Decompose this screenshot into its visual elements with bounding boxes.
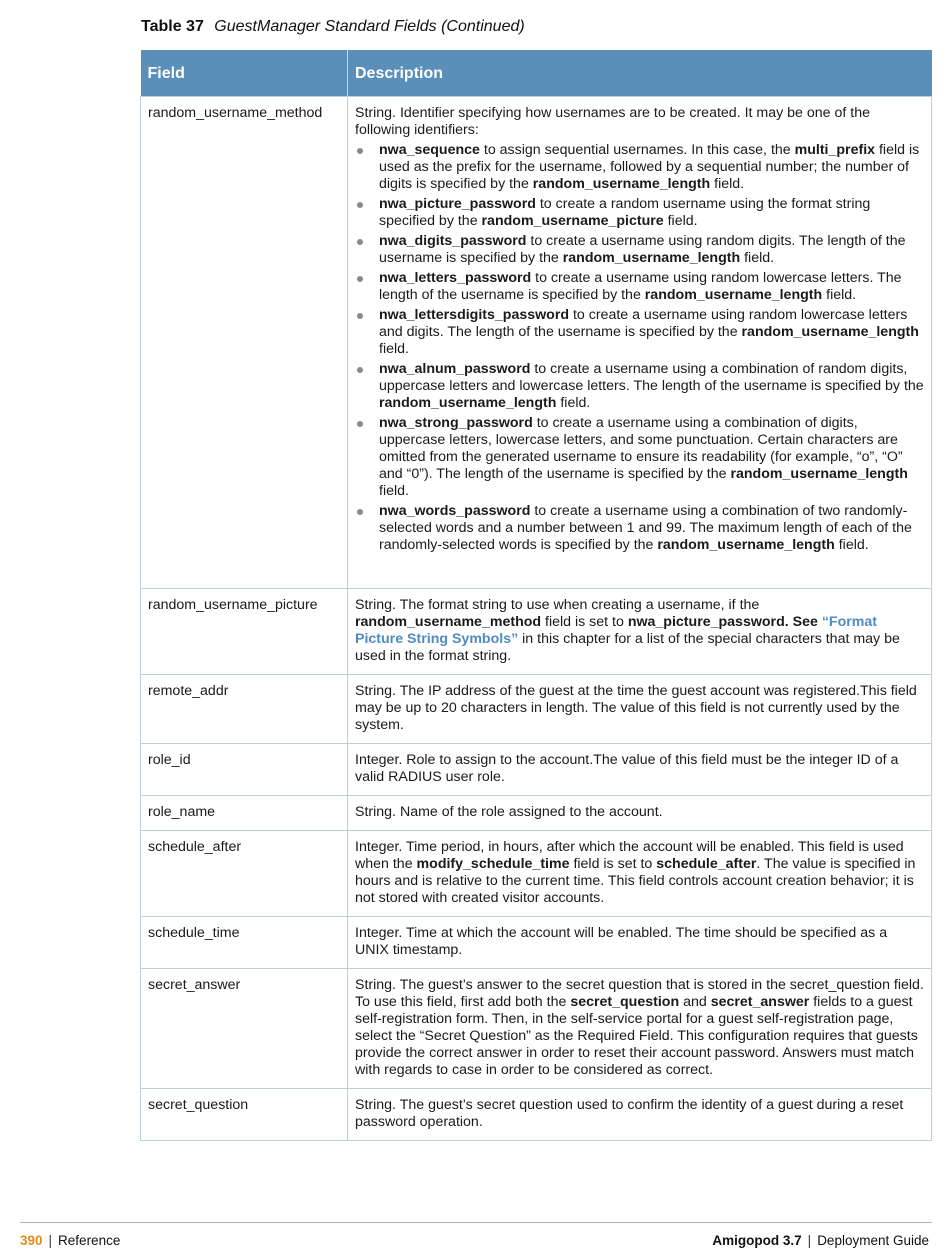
text-run: in this chapter for a list of the special characters that may be used in the format string. <box>355 631 900 664</box>
bold-term: nwa_letters_password <box>379 270 532 286</box>
text-run: to create a username using a combination of random digits, uppercase letters and lowercase letters. The length of the username is specified by the <box>379 361 924 394</box>
bullet-icon <box>357 202 363 208</box>
table-row <box>141 831 932 917</box>
field-name-cell: secret_answer <box>141 969 348 1089</box>
table-row <box>141 675 932 744</box>
bold-term: secret_answer <box>710 994 810 1010</box>
bold-term: random_username_length <box>741 324 919 340</box>
text-run: to create a username using random lowercase letters. The length of the username is specified by the <box>379 270 902 303</box>
list-item <box>355 503 924 554</box>
list-item <box>355 196 924 230</box>
table-caption <box>141 18 525 36</box>
list-item <box>355 361 924 412</box>
description-cell <box>348 917 932 969</box>
text-run: field. <box>822 287 857 303</box>
bold-term: nwa_sequence <box>379 142 480 158</box>
field-name-cell: role_name <box>141 796 348 831</box>
description-text <box>355 597 924 665</box>
bullet-icon <box>357 148 363 154</box>
text-run: field. <box>379 341 409 357</box>
footer-separator: | <box>807 1233 812 1248</box>
bold-term: random_username_length <box>730 466 908 482</box>
bold-term: modify_schedule_time <box>416 856 570 872</box>
text-run: field. <box>379 483 409 499</box>
text-run: Integer. Time at which the account will be enabled. The time should be specified as a UNIX timestamp. <box>355 925 888 958</box>
text-run: String. The guest’s secret question used to confirm the identity of a guest during a reset password operation. <box>355 1097 904 1130</box>
description-cell <box>348 675 932 744</box>
list-item <box>355 270 924 304</box>
list-item <box>355 233 924 267</box>
list-item <box>355 142 924 193</box>
description-text <box>355 804 924 821</box>
text-run: and <box>679 994 711 1010</box>
bullet-icon <box>357 509 363 515</box>
text-run: to create a username using random digits. The length of the username is specified by the <box>379 233 906 266</box>
bullet-icon <box>357 239 363 245</box>
bold-term: nwa_alnum_password <box>379 361 531 377</box>
text-run: field is used as the prefix for the username, followed by a sequential number; the number of digits is specified by the <box>379 142 920 192</box>
description-text <box>355 683 924 734</box>
text-run: Integer. Time period, in hours, after which the account will be enabled. This field is used when the <box>355 839 904 872</box>
field-name-cell: remote_addr <box>141 675 348 744</box>
guide-name: Deployment Guide <box>817 1233 929 1248</box>
text-run: . The value is specified in hours and is relative to the current time. This field controls account creation behavior; it is not stored with created visitor accounts. <box>355 856 916 906</box>
bullet-icon <box>357 313 363 319</box>
table-row <box>141 589 932 675</box>
description-text <box>355 1097 924 1131</box>
bold-term: nwa_lettersdigits_password <box>379 307 570 323</box>
text-run: field. <box>663 213 698 229</box>
text-run: to create a random username using the format string specified by the <box>379 196 871 229</box>
column-header-description: Description <box>348 50 932 97</box>
bold-term: See <box>788 614 822 630</box>
bold-term: schedule_after <box>656 856 757 872</box>
description-cell <box>348 796 932 831</box>
text-run: Integer. Role to assign to the account.The value of this field must be the integer ID of a valid RADIUS user role. <box>355 752 899 785</box>
description-cell <box>348 744 932 796</box>
bullet-icon <box>357 367 363 373</box>
bold-term: nwa_words_password <box>379 503 531 519</box>
bullet-icon <box>357 276 363 282</box>
text-run: fields to a guest self-registration form. Then, in the self-service portal for a guest self-registration page, select the “Secret Question” as the Required Field. This configuration requires that guests provide the correct answer in order to reset their account password. Answers must match with regards to case in order to be considered as correct. <box>355 994 918 1078</box>
table-row <box>141 917 932 969</box>
field-name-cell: schedule_after <box>141 831 348 917</box>
section-name: Reference <box>58 1233 121 1248</box>
description-text <box>355 105 924 139</box>
text-run: field. <box>710 176 745 192</box>
text-run: field is set to <box>541 614 628 630</box>
table-title: GuestManager Standard Fields (Continued) <box>214 18 525 35</box>
text-run: field. <box>556 395 591 411</box>
field-name-cell: random_username_method <box>141 97 348 589</box>
description-cell <box>348 97 932 589</box>
table-row <box>141 796 932 831</box>
text-run: String. Identifier specifying how usernames are to be created. It may be one of the following identifiers: <box>355 105 870 138</box>
table-row <box>141 1089 932 1141</box>
bold-term: nwa_digits_password <box>379 233 527 249</box>
footer-right <box>712 1233 929 1248</box>
fields-table <box>140 50 932 1141</box>
bold-term: random_username_length <box>657 537 835 553</box>
bold-term: random_username_length <box>562 250 741 266</box>
text-run: field is set to <box>569 856 657 872</box>
text-run: String. The IP address of the guest at the time the guest account was registered.This field may be up to 20 characters in length. The value of this field is not currently used by the system. <box>355 683 917 733</box>
field-name-cell: secret_question <box>141 1089 348 1141</box>
table-row <box>141 969 932 1089</box>
bold-term: secret_question <box>570 994 680 1010</box>
column-header-field: Field <box>141 50 348 97</box>
footer-divider <box>20 1222 932 1223</box>
bold-term: random_username_length <box>532 176 711 192</box>
table-row <box>141 744 932 796</box>
bold-term: multi_prefix <box>794 142 876 158</box>
description-text <box>355 752 924 786</box>
text-run: to create a username using random lowercase letters and digits. The length of the username is specified by the <box>379 307 908 340</box>
description-cell <box>348 969 932 1089</box>
description-text <box>355 977 924 1079</box>
field-name-cell: random_username_picture <box>141 589 348 675</box>
description-cell <box>348 589 932 675</box>
table-header-row <box>141 50 932 97</box>
table-number: Table 37 <box>141 18 204 35</box>
page-number: 390 <box>20 1233 43 1248</box>
bold-term: nwa_strong_password <box>379 415 533 431</box>
identifier-list <box>355 142 924 554</box>
bold-term: random_username_picture <box>481 213 664 229</box>
list-item <box>355 307 924 358</box>
text-run: field. <box>740 250 775 266</box>
text-run: to create a username using a combination of digits, uppercase letters, lowercase letters, and some punctuation. Certain characters are omitted from the generated username to ensure its readability (for example, “o”, “O” and “0”). The length of the username is specified by the <box>379 415 903 482</box>
description-text <box>355 839 924 907</box>
bullet-icon <box>357 421 363 427</box>
bold-term: nwa_picture_password. <box>627 614 789 630</box>
bold-term: random_username_length <box>644 287 823 303</box>
bold-term: nwa_picture_password <box>379 196 536 212</box>
field-name-cell: role_id <box>141 744 348 796</box>
footer-separator: | <box>48 1233 53 1248</box>
list-item <box>355 415 924 500</box>
text-run: to create a username using a combination of two randomly-selected words and a number between 1 and 99. The maximum length of each of the randomly-selected words is specified by the <box>379 503 912 553</box>
bold-term: random_username_length <box>379 395 557 411</box>
table-body <box>141 97 932 1141</box>
table-row <box>141 97 932 589</box>
description-text <box>355 925 924 959</box>
bold-term: random_username_method <box>355 614 542 630</box>
field-name-cell: schedule_time <box>141 917 348 969</box>
cross-reference-link[interactable]: “Format Picture String Symbols” <box>355 614 877 647</box>
product-name: Amigopod 3.7 <box>712 1233 802 1248</box>
text-run: to assign sequential usernames. In this case, the <box>479 142 795 158</box>
footer-left <box>20 1233 120 1248</box>
text-run: String. The format string to use when creating a username, if the <box>355 597 760 613</box>
text-run: String. The guest’s answer to the secret question that is stored in the secret_question field. To use this field, first add both the <box>355 977 924 1010</box>
description-cell <box>348 831 932 917</box>
text-run: field. <box>834 537 869 553</box>
text-run: String. Name of the role assigned to the account. <box>355 804 663 820</box>
description-cell <box>348 1089 932 1141</box>
